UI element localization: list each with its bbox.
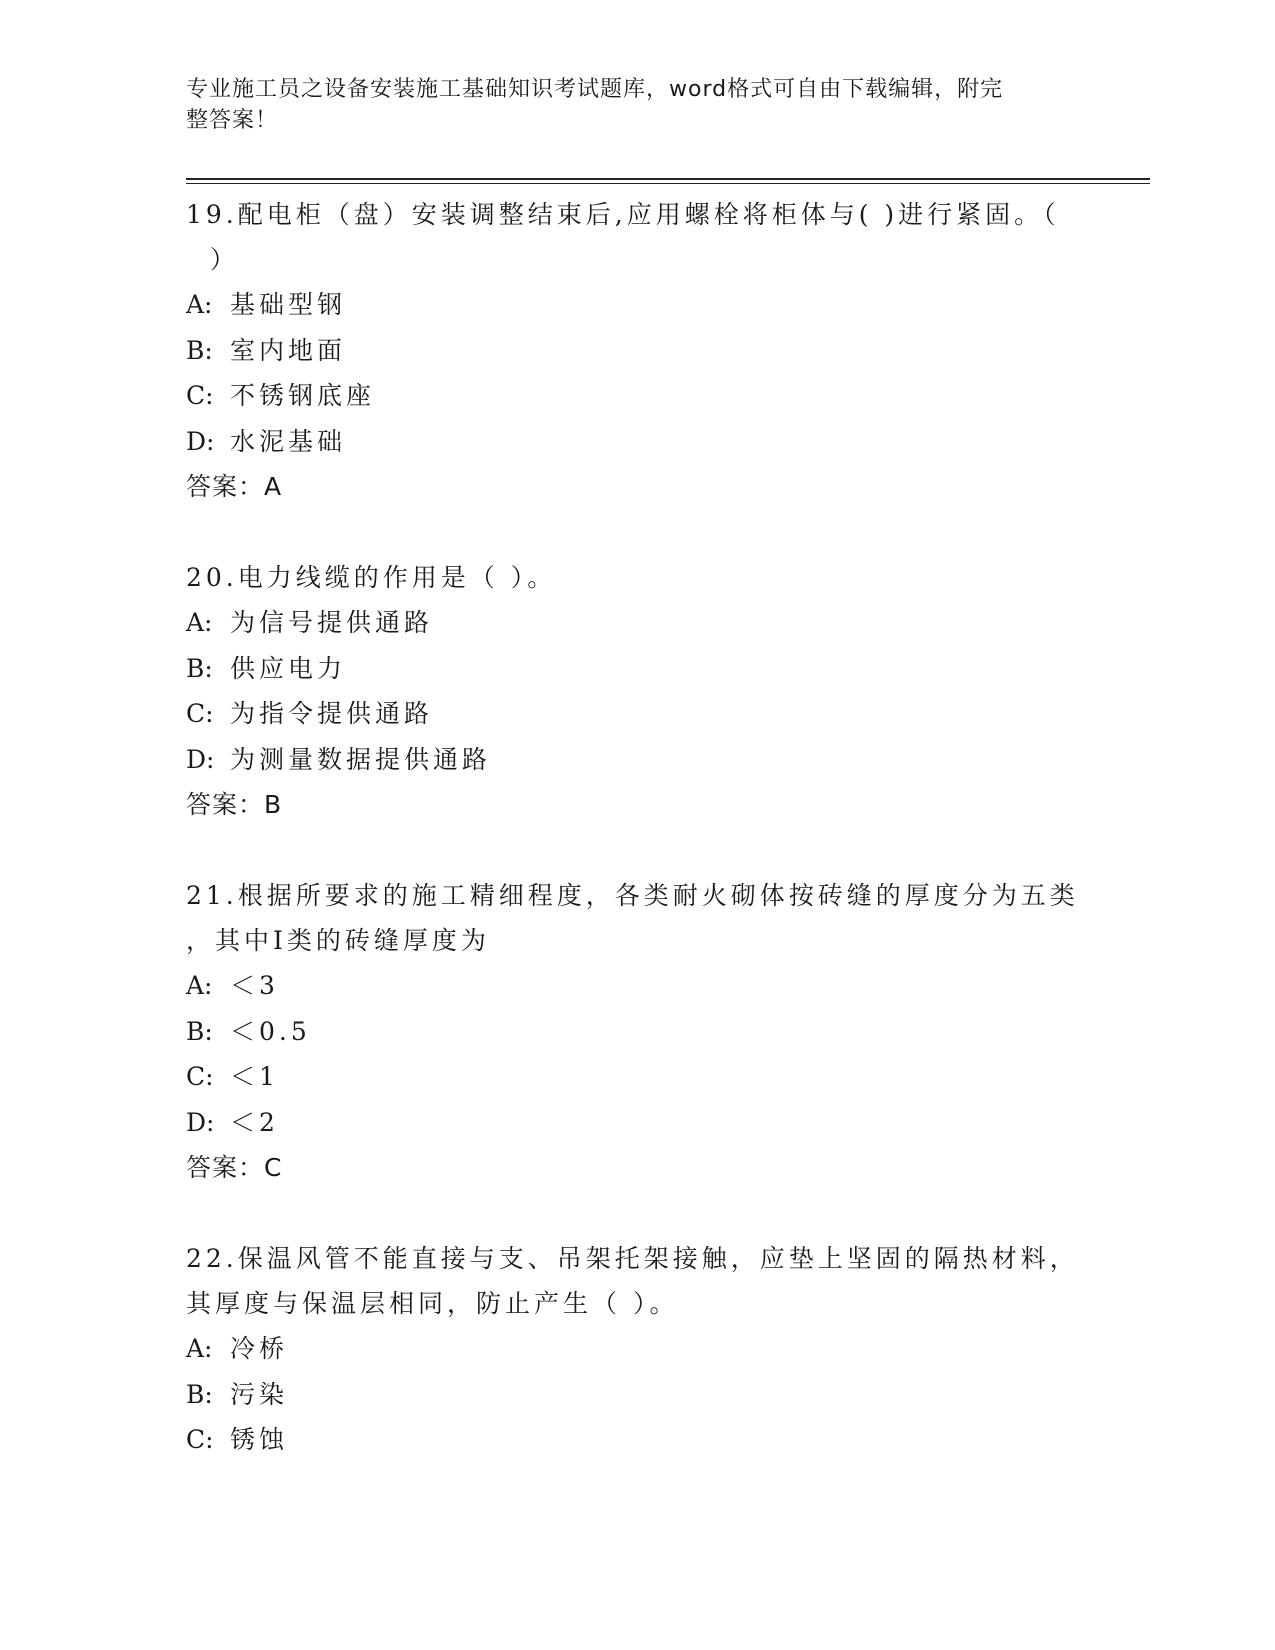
option-b: [186, 328, 1086, 374]
option-text: ＜2: [230, 1107, 279, 1137]
question-stem-line-1: 20.电力线缆的作用是（ ）。: [186, 563, 557, 592]
option-letter: C:: [186, 1062, 214, 1091]
option-text: 基础型钢: [230, 290, 347, 319]
option-c: [186, 691, 1086, 737]
answer-line: 答案：B: [186, 790, 283, 819]
option-letter: A:: [186, 971, 213, 1000]
question-stem-line-2: 其厚度与保温层相同，防止产生（ ）。: [186, 1289, 679, 1318]
option-c: [186, 1417, 1086, 1463]
option-d: [186, 419, 1086, 465]
question-20: [186, 555, 1086, 827]
option-c: [186, 1054, 1086, 1100]
option-letter: D:: [186, 426, 215, 456]
option-text: ＜0.5: [230, 1016, 311, 1046]
option-letter: A:: [186, 290, 213, 319]
option-letter: A:: [186, 1334, 213, 1363]
option-text: ＜1: [230, 1062, 279, 1091]
question-stem-line-1: 19.配电柜（盘）安装调整结束后,应用螺栓将柜体与( )进行紧固。（: [186, 200, 1060, 229]
option-b: [186, 1009, 1086, 1055]
question-stem-line-1: 22.保温风管不能直接与支、吊架托架接触，应垫上坚固的隔热材料，: [186, 1244, 1079, 1273]
option-text: 为信号提供通路: [230, 608, 434, 637]
option-letter: B:: [186, 335, 213, 365]
option-c: [186, 373, 1086, 419]
question-stem-line-2: ，其中Ⅰ类的砖缝厚度为: [186, 926, 490, 955]
option-text: 为指令提供通路: [230, 699, 434, 728]
option-text: 供应电力: [230, 653, 347, 683]
header-line-1: 专业施工员之设备安装施工基础知识考试题库，word格式可自由下载编辑，附完: [186, 77, 1004, 102]
option-letter: B:: [186, 1379, 213, 1409]
option-text: ＜3: [230, 971, 279, 1000]
option-letter: B:: [186, 1016, 213, 1046]
option-letter: B:: [186, 653, 213, 683]
option-d: [186, 1100, 1086, 1146]
option-text: 为测量数据提供通路: [230, 744, 492, 774]
option-b: [186, 1372, 1086, 1418]
option-text: 室内地面: [230, 335, 347, 365]
option-letter: D:: [186, 1107, 215, 1137]
option-letter: C:: [186, 699, 214, 728]
option-letter: D:: [186, 744, 215, 774]
option-a: [186, 963, 1086, 1009]
answer-line: 答案：A: [186, 472, 283, 501]
option-letter: C:: [186, 381, 214, 410]
option-text: 不锈钢底座: [230, 381, 376, 410]
option-text: 锈蚀: [230, 1425, 289, 1454]
option-a: [186, 1326, 1086, 1372]
option-d: [186, 737, 1086, 783]
question-19: [186, 192, 1086, 509]
question-stem-line-1: 21.根据所要求的施工精细程度，各类耐火砌体按砖缝的厚度分为五类: [186, 881, 1079, 910]
document-header: [186, 74, 1066, 136]
question-list: [186, 192, 1086, 1509]
option-a: [186, 600, 1086, 646]
option-text: 污染: [230, 1379, 289, 1409]
option-letter: C:: [186, 1425, 214, 1454]
option-b: [186, 646, 1086, 692]
question-stem-line-2: ）: [186, 245, 239, 274]
header-rule-thick: [186, 178, 1150, 180]
option-text: 水泥基础: [230, 426, 347, 456]
option-letter: A:: [186, 608, 213, 637]
header-rule-thin: [186, 183, 1150, 184]
option-text: 冷桥: [230, 1334, 289, 1363]
header-line-2: 整答案！: [186, 108, 279, 133]
answer-line: 答案：C: [186, 1153, 283, 1182]
question-22: [186, 1236, 1086, 1463]
option-a: [186, 282, 1086, 328]
question-21: [186, 873, 1086, 1190]
